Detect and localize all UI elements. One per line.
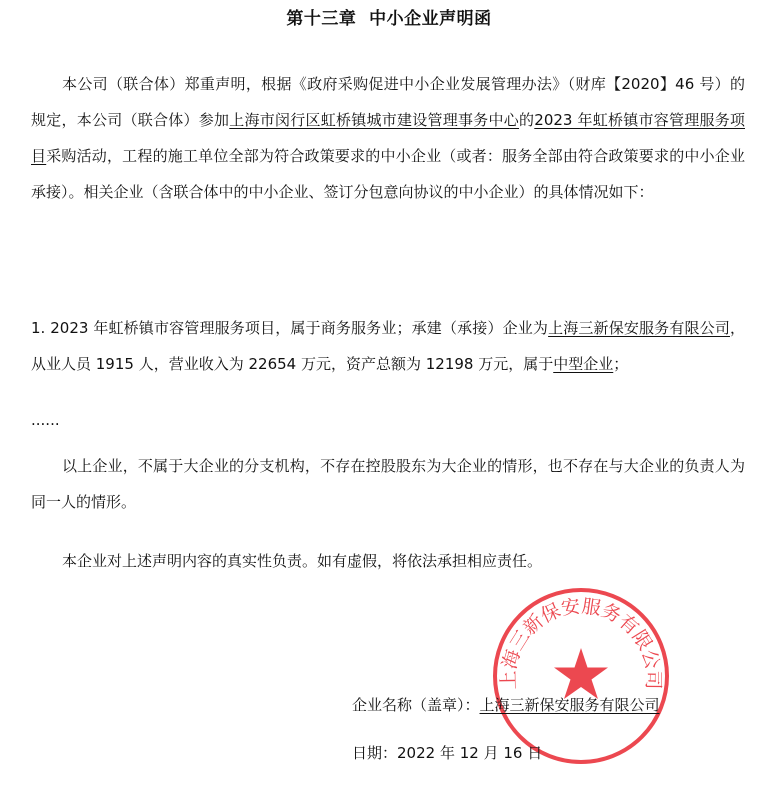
signing-date: 2022 年 12 月 16 日 [397, 744, 543, 762]
para2-text-2: ，从业人员 1915 人，营业收入为 22654 万元，资产总额为 12198 万元，属于 [31, 319, 745, 373]
signatory-company-name: 上海三新保安服务有限公司 [479, 696, 660, 714]
para2-text-1: 1. 2023 年虹桥镇市容管理服务项目，属于商务服务业；承建（承接）企业为 [31, 319, 549, 337]
declaration-paragraph-1 [31, 66, 745, 210]
para2-text-3: ； [613, 355, 629, 373]
date-line [352, 743, 542, 763]
date-label: 日期： [352, 744, 398, 762]
company-label: 企业名称（盖章）： [352, 696, 480, 714]
seal-star-icon [554, 648, 608, 699]
declaration-paragraph-4: 本企业对上述声明内容的真实性负责。如有虚假，将依法承担相应责任。 [62, 552, 543, 570]
project-name: 2023 年虹桥镇市容管理服务项目 [31, 111, 745, 165]
declaration-paragraph-3: 以上企业，不属于大企业的分支机构，不存在控股股东为大企业的情形，也不存在与大企业的负责人为同一人的情形。 [31, 457, 745, 511]
company-seal-stamp [491, 586, 671, 766]
enterprise-size-type: 中型企业 [553, 355, 614, 373]
procuring-entity-name: 上海市闵行区虹桥镇城市建设管理事务中心 [229, 111, 520, 129]
para1-text-1: 本公司（联合体）郑重声明，根据《政府采购促进中小企业发展管理办法》（财库【2020】46 号）的规定，本公司（联合体）参加 [31, 75, 745, 129]
para1-text-2: 的 [519, 111, 535, 129]
contractor-name: 上海三新保安服务有限公司 [548, 319, 730, 337]
enterprise-details-paragraph [31, 310, 745, 382]
ellipsis-line: ...... [31, 411, 60, 429]
page-title: 第十三章 中小企业声明函 [286, 9, 492, 29]
company-signature-line [352, 695, 660, 715]
seal-arc-text: 上海三新保安服务有限公司 [497, 595, 665, 690]
para1-text-3: 采购活动，工程的施工单位全部为符合政策要求的中小企业（或者：服务全部由符合政策要求的中小企业承接）。相关企业（含联合体中的中小企业、签订分包意向协议的中小企业）的具体情况如下： [31, 147, 745, 201]
